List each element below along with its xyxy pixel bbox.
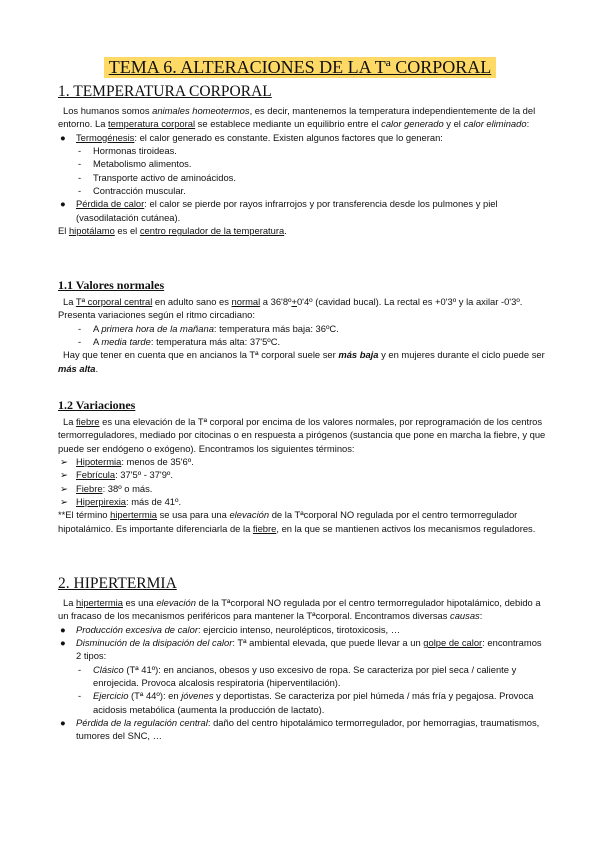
circadian-list	[58, 322, 548, 349]
list-item: - Transporte activo de aminoácidos.	[78, 171, 236, 183]
list-item: ● Termogénesis: el calor generado es constante. Existen algunos factores que lo generan:	[60, 131, 443, 143]
list-item: ➢ Hipotermia: menos de 35'6º.	[60, 456, 194, 468]
list-item: - Hormonas tiroideas.	[78, 145, 177, 157]
list-item: ● Pérdida de la regulación central: daño del centro hipotalámico termorregulador, por hemorragias, traumatismos, tumores del SNC, …	[60, 717, 540, 742]
elderly-note-paragraph: Hay que tener en cuenta que en ancianos la Tª corporal suele ser más baja y en mujeres durante el ciclo puede ser más alta.	[58, 349, 545, 374]
document-title: TEMA 6. ALTERACIONES DE LA Tª CORPORAL	[104, 57, 496, 78]
section-1-body	[58, 104, 548, 237]
heat-balance-list	[58, 131, 548, 224]
section-1-2-body	[58, 415, 548, 535]
dash-icon: -	[78, 158, 82, 170]
section-1-heading: 1. TEMPERATURA CORPORAL	[58, 83, 272, 100]
bullet-icon: ●	[60, 623, 66, 635]
dash-icon: -	[78, 336, 82, 348]
dash-icon: -	[78, 322, 82, 334]
list-item: - Contracción muscular.	[78, 185, 186, 197]
dash-icon: -	[78, 663, 82, 675]
section-1-1-heading: 1.1 Valores normales	[58, 278, 165, 292]
dash-icon: -	[78, 145, 82, 157]
arrow-icon: ➢	[60, 496, 68, 508]
fever-paragraph: La fiebre es una elevación de la Tª corporal por encima de los valores normales, por reprogramación de los centros termorreguladores, mediado por citocinas o en respuesta a pirógenos (sustancia que pone en marcha la fiebre, y que puede ser endógeno o exógeno). Encontramos los siguientes términos:	[58, 416, 546, 454]
list-item: - Ejercicio (Tª 44º): en jóvenes y deportistas. Se caracteriza por piel húmeda / más fría y pegajosa. Provoca acidosis metabólica (aumenta la producción de lactato).	[78, 690, 534, 715]
bullet-icon: ●	[60, 717, 66, 729]
intro-paragraph: Los humanos somos animales homeotermos, es decir, mantenemos la temperatura independientemente de la del entorno. La temperatura corporal se establece mediante un equilibrio entre el calor generado y el calor eliminado:	[58, 105, 536, 130]
hyperthermia-note-paragraph: **El término hipertermia se usa para una elevación de la Tªcorporal NO regulada por el centro termorregulador hipotalámico. Es importante diferenciarla de la fiebre, en la que se mantienen activos los mecanismos reguladores.	[58, 509, 536, 534]
list-item: ● Pérdida de calor: el calor se pierde por rayos infrarrojos y por transferencia desde los pulmones y piel (vasodilatación cutánea).	[60, 198, 498, 223]
arrow-icon: ➢	[60, 482, 68, 494]
list-item: ● Producción excesiva de calor: ejercicio intenso, neurolépticos, tirotoxicosis, …	[60, 623, 401, 635]
section-2-heading: 2. HIPERTERMIA	[58, 575, 177, 592]
arrow-icon: ➢	[60, 469, 68, 481]
arrow-icon: ➢	[60, 456, 68, 468]
dash-icon: -	[78, 171, 82, 183]
list-item: - Clásico (Tª 41º): en ancianos, obesos y uso excesivo de ropa. Se caracteriza por piel seca / caliente y enrojecida. Provoca alcalosis respiratoria (hiperventilación).	[78, 663, 517, 689]
section-1-2-heading: 1.2 Variaciones	[58, 398, 136, 412]
list-item: - A media tarde: temperatura más alta: 37'5ºC.	[78, 336, 281, 348]
section-2-body	[58, 596, 548, 743]
normal-values-paragraph: La Tª corporal central en adulto sano es normal a 36'8º+0'4º (cavidad bucal). La rectal es +0'3º y la axilar -0'3º. Presenta variaciones según el ritmo circadiano:	[58, 296, 523, 321]
list-item: - Metabolismo alimentos.	[78, 158, 192, 170]
hyperthermia-paragraph: La hipertermia es una elevación de la Tªcorporal NO regulada por el centro termorregulador hipotalámico, debido a un fracaso de los mecanismos periféricos para mantener la Tªcorporal. Encontramos diversas causas:	[58, 597, 541, 622]
section-1-1-body	[58, 295, 548, 375]
dash-icon: -	[78, 690, 82, 702]
hypothalamus-paragraph: El hipotálamo es el centro regulador de la temperatura.	[58, 225, 287, 237]
bullet-icon: ●	[60, 637, 66, 649]
causes-list	[58, 623, 548, 743]
bullet-icon: ●	[60, 131, 66, 143]
list-item: ➢ Fiebre: 38º o más.	[60, 482, 153, 494]
list-item: ➢ Hiperpirexia: más de 41º.	[60, 496, 182, 508]
list-item: - A primera hora de la mañana: temperatura más baja: 36ºC.	[78, 322, 339, 334]
terms-list	[58, 455, 548, 508]
dash-icon: -	[78, 185, 82, 197]
bullet-icon: ●	[60, 198, 66, 210]
list-item: ➢ Febrícula: 37'5º - 37'9º.	[60, 469, 173, 481]
list-item: ● Disminución de la disipación del calor: Tª ambiental elevada, que puede llevar a un golpe de calor: encontramos 2 tipos:	[60, 637, 542, 662]
